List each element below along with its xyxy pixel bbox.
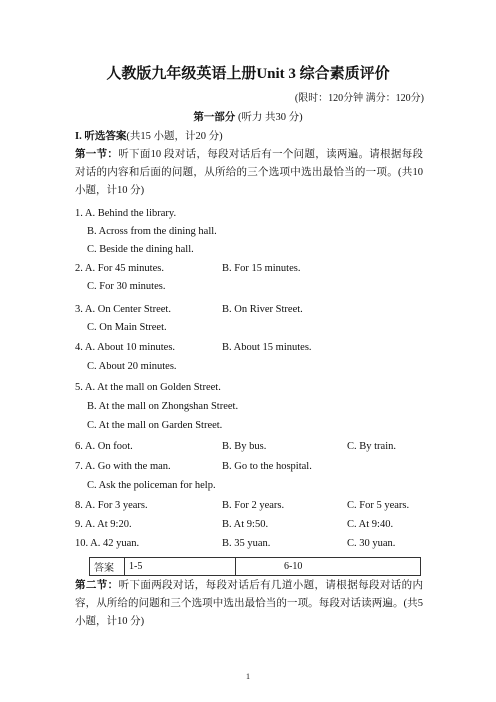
option-c: C. Beside the dining hall.: [87, 244, 194, 255]
option-c: C. For 30 minutes.: [87, 281, 166, 292]
option-a: A. On foot.: [84, 441, 133, 452]
question-number: 3.: [75, 304, 83, 315]
page-number: 1: [246, 672, 250, 681]
question-number: 7.: [75, 461, 83, 472]
option-c: C. For 5 years.: [347, 500, 410, 511]
option-a: A. About 10 minutes.: [84, 342, 176, 353]
answer-table: [89, 557, 421, 576]
option-a: A. At the mall on Golden Street.: [84, 382, 221, 393]
section-heading: [75, 128, 223, 143]
option-b: B. 35 yuan.: [222, 538, 271, 549]
part-detail: (听力 共30 分): [237, 112, 303, 123]
question-number: 9.: [75, 519, 83, 530]
option-b: B. At 9:50.: [222, 519, 269, 530]
option-c: C. Ask the policeman for help.: [87, 480, 216, 491]
question-number: 1.: [75, 208, 83, 219]
option-c: C. At 9:40.: [347, 519, 394, 530]
question-number: 10.: [75, 538, 89, 549]
section1-text: 听下面10 段对话，每段对话后有一个问题，读两遍。请根据每段对话的内容和后面的问题，从所给的三个选项中选出最恰当的一项。(共10 小题，计10 分): [75, 149, 424, 196]
option-a: A. For 45 minutes.: [84, 263, 164, 274]
question-3: [75, 304, 171, 315]
option-b: B. About 15 minutes.: [222, 342, 312, 353]
option-b: B. By bus.: [222, 441, 267, 452]
question-1: [75, 208, 176, 219]
option-b: B. Go to the hospital.: [222, 461, 312, 472]
question-6: [75, 441, 133, 452]
answer-range: 6-10: [284, 561, 303, 572]
question-8: [75, 500, 148, 511]
section2-text: 听下面两段对话，每段对话后有几道小题，请根据每段对话的内容，从所给的问题和三个选项中选出最恰当的一项。每段对话读两遍。(共5 小题，计10 分): [75, 580, 424, 627]
option-c: C. At the mall on Garden Street.: [87, 420, 223, 431]
option-b: B. For 15 minutes.: [222, 263, 301, 274]
section2-instructions: [75, 577, 423, 631]
option-a: A. Behind the library.: [84, 208, 177, 219]
part-heading: [0, 109, 496, 124]
answer-range: 1-5: [129, 561, 143, 572]
question-7: [75, 461, 171, 472]
question-number: 8.: [75, 500, 83, 511]
part-name: 第一部分: [193, 112, 236, 123]
option-a: A. On Center Street.: [84, 304, 171, 315]
section1-instructions: [75, 146, 423, 200]
section2-label: 第二节：: [75, 580, 119, 591]
time-limit-note: (限时：120分钟 满分：120分): [294, 93, 424, 104]
page-title: 人教版九年级英语上册Unit 3 综合素质评价: [106, 66, 390, 82]
question-5: [75, 382, 221, 393]
question-number: 6.: [75, 441, 83, 452]
option-c: C. 30 yuan.: [347, 538, 396, 549]
section-label: I. 听选答案: [75, 131, 127, 142]
answer-cell-6-10: [236, 558, 421, 576]
question-4: [75, 342, 175, 353]
answer-cell-1-5: [125, 558, 236, 576]
question-number: 4.: [75, 342, 83, 353]
table-row: [90, 558, 421, 576]
question-10: [75, 538, 139, 549]
option-a: A. At 9:20.: [84, 519, 132, 530]
option-b: B. At the mall on Zhongshan Street.: [87, 401, 239, 412]
option-b: B. On River Street.: [222, 304, 303, 315]
section1-label: 第一节：: [75, 149, 119, 160]
question-number: 2.: [75, 263, 83, 274]
option-a: A. Go with the man.: [84, 461, 171, 472]
option-c: C. On Main Street.: [87, 322, 167, 333]
option-a: A. For 3 years.: [84, 500, 148, 511]
option-b: B. Across from the dining hall.: [87, 226, 217, 237]
answer-label: 答案: [90, 558, 125, 576]
question-9: [75, 519, 132, 530]
option-c: C. By train.: [347, 441, 396, 452]
question-2: [75, 263, 164, 274]
question-number: 5.: [75, 382, 83, 393]
option-c: C. About 20 minutes.: [87, 361, 177, 372]
option-a: A. 42 yuan.: [90, 538, 140, 549]
option-b: B. For 2 years.: [222, 500, 285, 511]
section-detail: (共15 小题，计20 分): [126, 131, 223, 142]
